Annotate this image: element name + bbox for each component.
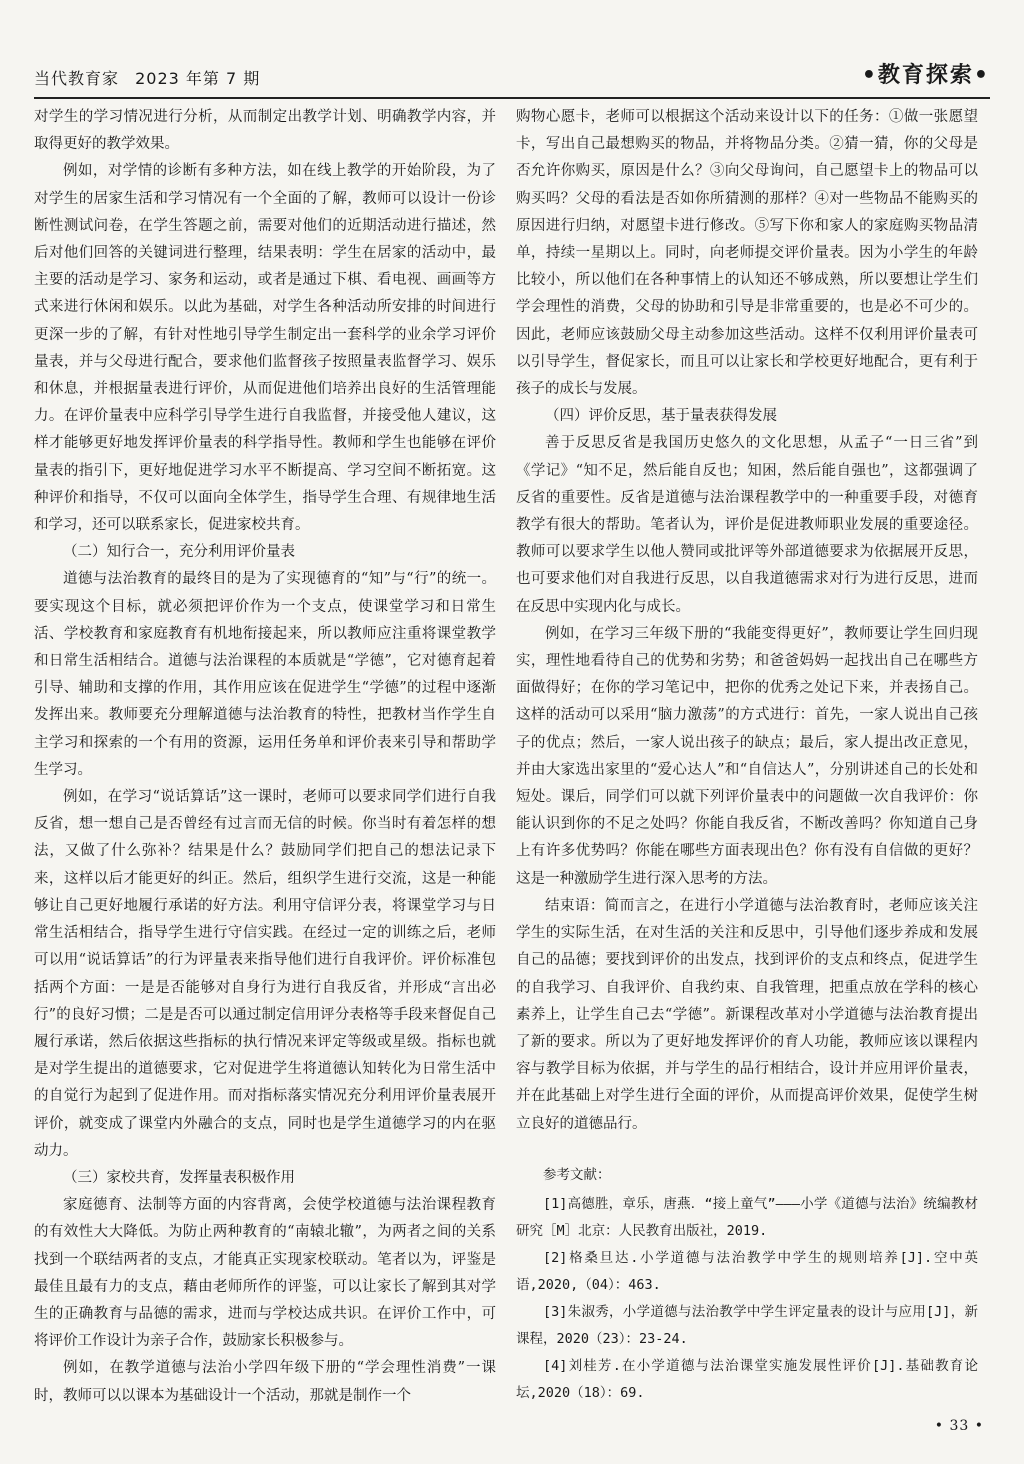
paragraph: 购物心愿卡，老师可以根据这个活动来设计以下的任务：①做一张愿望卡，写出自己最想购买的物品，并将物品分类。②猜一猜，你的父母是否允许你购买，原因是什么？③向父母询问，自己愿望卡上的物品可以购买吗？父母的看法是否如你所猜测的那样？④对一些物品不能购买的原因进行归纳，对愿望卡进行修改。⑤写下你和家人的家庭购买物品清单，持续一星期以上。同时，向老师提交评价量表。因为小学生的年龄比较小，所以他们在各种事情上的认知还不够成熟，所以要想让学生们学会理性的消费，父母的协助和引导是非常重要的，也是必不可少的。因此，老师应该鼓励父母主动参加这些活动。这样不仅利用评价量表可以引导学生，督促家长，而且可以让家长和学校更好地配合，更有利于孩子的成长与发展。 xyxy=(516,109,978,398)
journal-name: 当代教育家 xyxy=(34,69,120,88)
page-number: • 33 • xyxy=(934,1418,984,1434)
subsection-heading: （三）家校共育，发挥量表积极作用 xyxy=(63,1169,295,1186)
paragraph: 例如，在学习“说话算话”这一课时，老师可以要求同学们进行自我反省，想一想自己是否曾经有过言而无信的时候。你当时有着怎样的想法，又做了什么弥补？结果是什么？鼓励同学们把自己的想法记录下来，这样以后才能更好的纠正。然后，组织学生进行交流，这是一种能够让自己更好地履行承诺的好方法。利用守信评分表，将课堂学习与日常生活相结合，指导学生进行守信实践。在经过一定的训练之后，老师可以用“说话算话”的行为评量表来指导他们进行自我评价。评价标准包括两个方面：一是是否能够对自身行为进行自我反省，并形成“言出必行”的良好习惯；二是是否可以通过制定信用评分表格等手段来督促自己履行承诺，然后依据这些指标的执行情况来评定等级或星级。指标也就是对学生提出的道德要求，它对促进学生将道德认知转化为日常生活中的自觉行为起到了促进作用。而对指标落实情况充分利用评价量表展开评价，就变成了课堂内外融合的支点，同时也是学生道德学习的内在驱动力。 xyxy=(34,789,496,1159)
left-column xyxy=(34,104,496,1410)
paragraph: 结束语：简而言之，在进行小学道德与法治教育时，老师应该关注学生的实际生活，在对生活的关注和反思中，引导他们逐步养成和发展自己的品德；要找到评价的出发点，找到评价的支点和终点，促进学生的自我学习、自我评价、自我约束、自我管理，把重点放在学科的核心素养上，让学生自己去“学德”。新课程改革对小学道德与法治教育提出了新的要求。所以为了更好地发挥评价的育人功能，教师应该以课程内容与教学目标为依据，并与学生的品行相结合，设计并应用评价量表，并在此基础上对学生进行全面的评价，从而提高评价效果，促使学生树立良好的道德品行。 xyxy=(516,897,978,1132)
paragraph: 家庭德育、法制等方面的内容背离，会使学校道德与法治课程教育的有效性大大降低。为防止两种教育的“南辕北辙”，为两者之间的关系找到一个联结两者的支点，才能真正实现家校联动。笔者以为，评鉴是最佳且最有力的支点，藉由老师所作的评鉴，可以让家长了解到其对学生的正确教育与品德的需求，进而与学校达成共识。在评价工作中，可将评价工作设计为亲子合作，鼓励家长积极参与。 xyxy=(34,1197,496,1350)
reference-item: [3]朱淑秀，小学道德与法治教学中学生评定量表的设计与应用[J]，新课程，2020（23）：23-24. xyxy=(516,1303,978,1347)
reference-item: [2]格桑旦达.小学道德与法治教学中学生的规则培养[J].空中英语,2020,（04）：463. xyxy=(516,1249,978,1293)
paragraph: 道德与法治教育的最终目的是为了实现德育的“知”与“行”的统一。要实现这个目标，就必须把评价作为一个支点，使课堂学习和日常生活、学校教育和家庭教育有机地衔接起来，所以教师应注重将课堂教学和日常生活相结合。道德与法治课程的本质就是“学德”，它对德育起着引导、辅助和支撑的作用，其作用应该在促进学生“学德”的过程中逐渐发挥出来。教师要充分理解道德与法治教育的特性，把教材当作学生自主学习和探索的一个有用的资源，运用任务单和评价表来引导和帮助学生学习。 xyxy=(34,571,496,778)
journal-issue: 2023 年第 7 期 xyxy=(135,69,261,88)
page-header xyxy=(34,58,990,98)
header-rule xyxy=(34,97,990,99)
paragraph: 例如，对学情的诊断有多种方法，如在线上教学的开始阶段，为了对学生的居家生活和学习情况有一个全面的了解，教师可以设计一份诊断性测试问卷，在学生答题之前，需要对他们的近期活动进行描述，然后对他们回答的关键词进行整理，结果表明：学生在居家的活动中，最主要的活动是学习、家务和运动，或者是通过下棋、看电视、画画等方式来进行休闲和娱乐。以此为基础，对学生各种活动所安排的时间进行更深一步的了解，有针对性地引导学生制定出一套科学的业余学习评价量表，并与父母进行配合，要求他们监督孩子按照量表监督学习、娱乐和休息，并根据量表进行评价，从而促进他们培养出良好的生活管理能力。在评价量表中应科学引导学生进行自我监督，并接受他人建议，这样才能够更好地发挥评价量表的科学指导性。教师和学生也能够在评价量表的指引下，更好地促进学习水平不断提高、学习空间不断拓宽。这种评价和指导，不仅可以面向全体学生，指导学生合理、有规律地生活和学习，还可以联系家长，促进家校共育。 xyxy=(34,163,496,534)
section-title: •教育探索• xyxy=(861,63,990,88)
references xyxy=(516,1162,978,1407)
journal-info xyxy=(34,66,270,89)
right-column xyxy=(516,104,978,1407)
paragraph: 例如，在学习三年级下册的“我能变得更好”，教师要让学生回归现实，理性地看待自己的优势和劣势；和爸爸妈妈一起找出自己在哪些方面做得好；在你的学习笔记中，把你的优秀之处记下来，并表扬自己。这样的活动可以采用“脑力激荡”的方式进行：首先，一家人说出自己孩子的优点；然后，一家人说出孩子的缺点；最后，家人提出改正意见，并由大家选出家里的“爱心达人”和“自信达人”，分别讲述自己的长处和短处。课后，同学们可以就下列评价量表中的问题做一次自我评价：你能认识到你的不足之处吗？你能自我反省，不断改善吗？你知道自己身上有许多优势吗？你能在哪些方面表现出色？你有没有自信做的更好？这是一种激励学生进行深入思考的方法。 xyxy=(516,625,978,887)
subsection-heading: （四）评价反思，基于量表获得发展 xyxy=(545,408,777,425)
reference-item: [1]高德胜，章乐，唐燕．“接上童气”———小学《道德与法治》统编教材研究［M］北京：人民教育出版社，2019. xyxy=(516,1195,978,1239)
references-title: 参考文献： xyxy=(543,1166,611,1183)
paragraph: 善于反思反省是我国历史悠久的文化思想，从孟子“一日三省”到《学记》“知不足，然后能自反也；知困，然后能自强也”，这都强调了反省的重要性。反省是道德与法治课程教学中的一种重要手段，对德育教学有很大的帮助。笔者认为，评价是促进教师职业发展的重要途径。教师可以要求学生以他人赞同或批评等外部道德要求为依据展开反思，也可要求他们对自我进行反思，以自我道德需求对行为进行反思，进而在反思中实现内化与成长。 xyxy=(516,435,978,615)
paragraph: 例如，在教学道德与法治小学四年级下册的“学会理性消费”一课时，教师可以以课本为基础设计一个活动，那就是制作一个 xyxy=(34,1360,496,1404)
paragraph: 对学生的学习情况进行分析，从而制定出教学计划、明确教学内容，并取得更好的教学效果。 xyxy=(34,109,496,153)
subsection-heading: （二）知行合一，充分利用评价量表 xyxy=(63,544,295,561)
reference-item: [4]刘桂芳.在小学道德与法治课堂实施发展性评价[J].基础教育论坛,2020（18）：69. xyxy=(516,1357,978,1401)
